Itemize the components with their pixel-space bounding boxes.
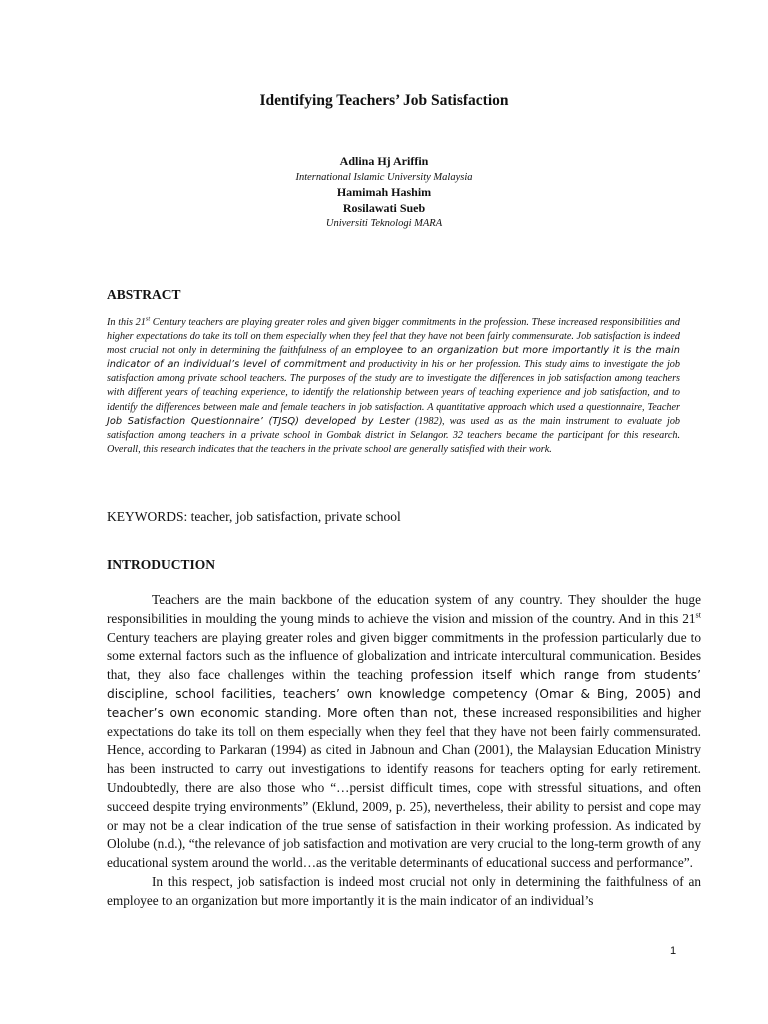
introduction-body (107, 591, 701, 911)
abstract-heading: ABSTRACT (107, 287, 181, 302)
author-name: Rosilawati Sueb (342, 200, 426, 215)
page-number: 1 (670, 945, 677, 957)
author-affiliation: International Islamic University Malaysia (295, 171, 473, 183)
author-name: Hamimah Hashim (336, 185, 432, 199)
author-affiliation: Universiti Teknologi MARA (325, 218, 443, 229)
keywords-line: KEYWORDS: teacher, job satisfaction, private school (107, 509, 401, 524)
abstract-text: In this 21st Century teachers are playing greater roles and given bigger commitments in the profession. These increased responsibilities and higher expectations do take its toll on them especially when they feel that they have not been fairly commensurate. Job satisfaction is indeed most crucial not only in determining the faithfulness of an employee to an organization but more importantly it is the main indicator of an individual’s level of commitment and productivity in his or her profession. This study aims to investigate the job satisfaction among private school teachers. The purposes of the study are to investigate the differences in job satisfaction among teachers with different years of teaching experience, to identify the relationship between years of teaching experience and job satisfaction, and to identify the differences between male and female teachers in job satisfaction. A quantitative approach which used a questionnaire, Teacher Job Satisfaction Questionnaire’ (TJSQ) developed by Lester (1982), was used as as the main instrument to evaluate job satisfaction among teachers in a private school in Gombak district in Selangor. 32 teachers became the participant for this research. Overall, this research indicates that the teachers in the private school are generally satisfied with their work. (107, 315, 681, 455)
author-name: Adlina Hj Ariffin (339, 154, 429, 168)
paragraph: Teachers are the main backbone of the education system of any country. They shoulder the huge responsibilities in moulding the young minds to achieve the vision and mission of the country. And in this 21st Century teachers are playing greater roles and given bigger commitments in the profession particularly due to some external factors such as the influence of globalization and intricate intercultural communication. Besides that, they also face challenges within the teaching profession itself which range from students’ discipline, school facilities, teachers’ own knowledge competency (Omar & Bing, 2005) and teacher’s own economic standing. More often than not, these increased responsibilities and higher expectations do take its toll on them especially when they feel that they have not been fairly commensurated. Hence, according to Parkaran (1994) as cited in Jabnoun and Chan (2001), the Malaysian Education Ministry has been instructed to carry out investigations to identify reasons for teachers opting for early retirement. Undoubtedly, there are also those who “…persist difficult times, cope with stressful situations, and often succeed despite trying environments” (Eklund, 2009, p. 25), nevertheless, their ability to persist and cope may or may not be a clear indication of the true sense of satisfaction in their working profession. As indicated by Ololube (n.d.), “the relevance of job satisfaction and motivation are very crucial to the long-term growth of any educational system around the world…as the veritable determinants of educational success and performance”. (107, 592, 701, 871)
author-block (0, 154, 768, 232)
introduction-heading: INTRODUCTION (107, 557, 216, 572)
paragraph: In this respect, job satisfaction is indeed most crucial not only in determining the faithfulness of an employee to an organization but more importantly it is the main indicator of an individual’s (107, 873, 701, 908)
paper-title: Identifying Teachers’ Job Satisfaction (259, 92, 509, 109)
